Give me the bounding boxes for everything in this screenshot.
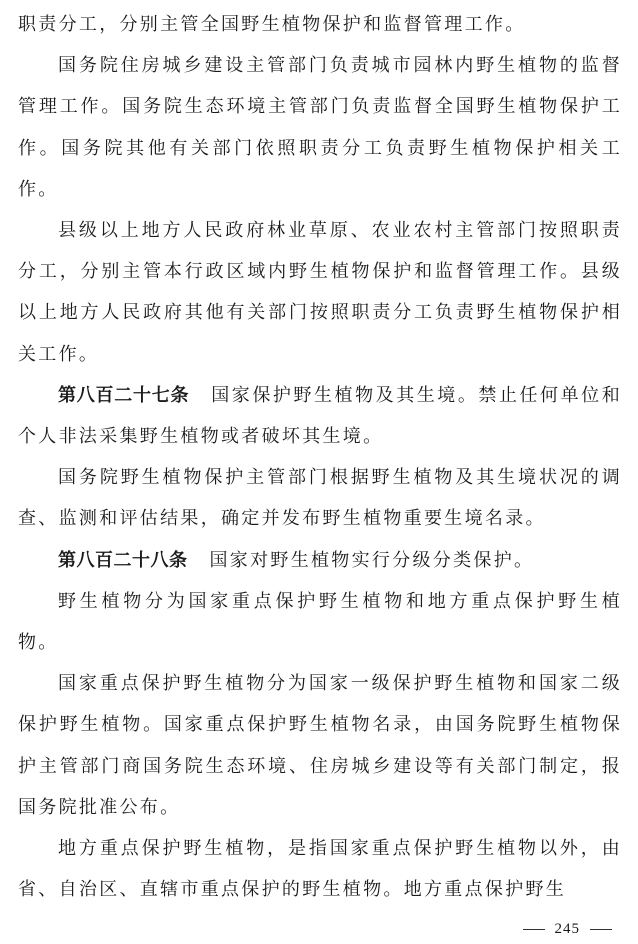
- paragraph-county-level: 县级以上地方人民政府林业草原、农业农村主管部门按照职责分工，分别主管本行政区域内野生植物保护和监督管理工作。县级以上地方人民政府其他有关部门按照职责分工负责野生植物保护相关工作。: [18, 220, 622, 365]
- paragraph-national-key: 国家重点保护野生植物分为国家一级保护野生植物和国家二级保护野生植物。国家重点保护野生植物名录，由国务院野生植物保护主管部门商国务院生态环境、住房城乡建设等有关部门制定，报国务院批准公布。: [18, 673, 622, 818]
- article-827-heading: 第八百二十七条: [58, 384, 190, 406]
- paragraph-continuation: 职责分工，分别主管全国野生植物保护和监督管理工作。: [18, 14, 526, 35]
- page-number-text: 245: [554, 921, 580, 937]
- paragraph-local-key: 地方重点保护野生植物，是指国家重点保护野生植物以外，由省、自治区、直辖市重点保护的野生植物。地方重点保护野生: [18, 838, 622, 901]
- paragraph-classification: 野生植物分为国家重点保护野生植物和地方重点保护野生植物。: [18, 590, 622, 654]
- paragraph-habitat-list: 国务院野生植物保护主管部门根据野生植物及其生境状况的调查、监测和评估结果，确定并发布野生植物重要生境名录。: [18, 467, 622, 530]
- paragraph-housing-department: 国务院住房城乡建设主管部门负责城市园林内野生植物的监督管理工作。国务院生态环境主管部门负责监督全国野生植物保护工作。国务院其他有关部门依照职责分工负责野生植物保护相关工作。: [18, 55, 622, 200]
- article-827-text: 国家保护野生植物及其生境。禁止任何单位和个人非法采集野生植物或者破坏其生境。: [18, 384, 622, 448]
- document-page: [18, 4, 622, 910]
- article-828: [18, 540, 622, 581]
- article-827: [18, 375, 622, 457]
- page-number: [513, 921, 623, 938]
- dash-left: [523, 929, 545, 930]
- article-828-heading: 第八百二十八条: [58, 549, 188, 571]
- article-828-text: 国家对野生植物实行分级分类保护。: [209, 549, 535, 571]
- dash-right: [590, 929, 612, 930]
